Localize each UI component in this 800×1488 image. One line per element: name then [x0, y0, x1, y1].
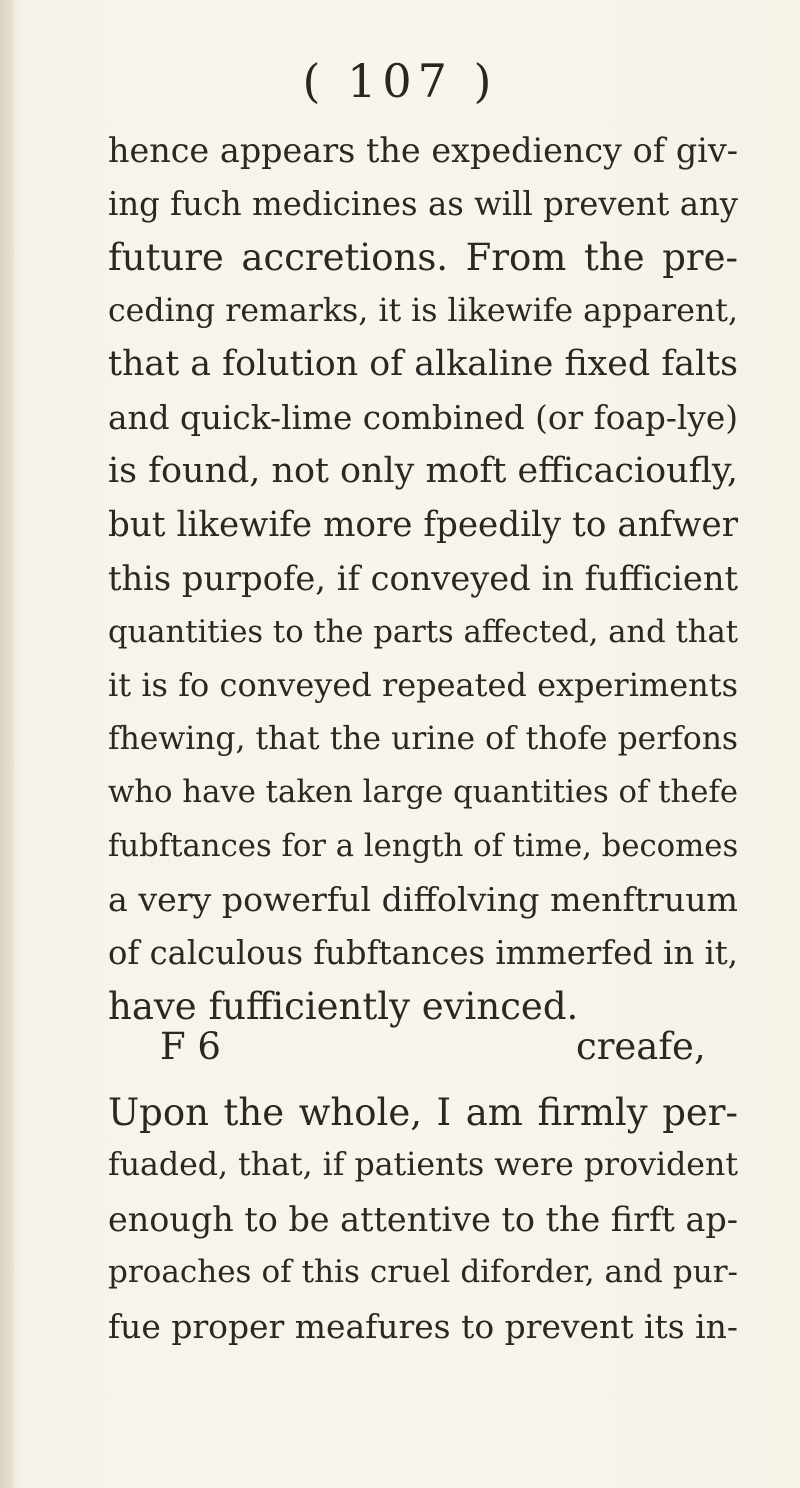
text-line: this purpofe, if conveyed in fufficient [108, 559, 738, 598]
text-line: proaches of this cruel diforder, and pur- [108, 1254, 738, 1290]
text-line: enough to be attentive to the firft ap- [108, 1199, 738, 1239]
text-line: that a folution of alkaline fixed falts [108, 344, 738, 384]
text-line: but likewife more fpeedily to anfwer [108, 504, 738, 545]
text-line: hence appears the expediency of giv- [108, 131, 738, 170]
page-number-header: ( 107 ) [302, 54, 498, 108]
text-line: it is fo conveyed repeated experiments [108, 666, 738, 704]
page-gutter [0, 0, 14, 1488]
text-line: have fufficiently evinced. [108, 985, 579, 1028]
text-line: is found, not only moft efficacioufly, [108, 451, 738, 491]
text-line: who have taken large quantities of thefe [108, 774, 738, 810]
text-line: fhewing, that the urine of thofe perfons [108, 720, 738, 757]
body-text [108, 124, 738, 1353]
text-line: future accretions. From the pre- [108, 236, 738, 279]
text-line: a very powerful diffolving menftruum [108, 880, 738, 919]
text-line: Upon the whole, I am firmly per- [108, 1090, 738, 1134]
text-line: fuaded, that, if patients were provident [108, 1147, 739, 1183]
text-line: ing fuch medicines as will prevent any [108, 184, 738, 223]
catchword: creafe, [576, 1025, 706, 1068]
text-line: and quick-lime combined (or foap-lye) [108, 398, 738, 437]
text-line: of calculous fubftances immerfed in it, [108, 933, 738, 972]
text-line: ceding remarks, it is likewife apparent, [108, 292, 739, 329]
text-line: quantities to the parts affected, and that [108, 614, 738, 650]
signature-mark: F 6 [160, 1025, 221, 1068]
text-line: fubftances for a length of time, becomes [108, 827, 739, 864]
text-line: fue proper meafures to prevent its in- [108, 1306, 738, 1346]
